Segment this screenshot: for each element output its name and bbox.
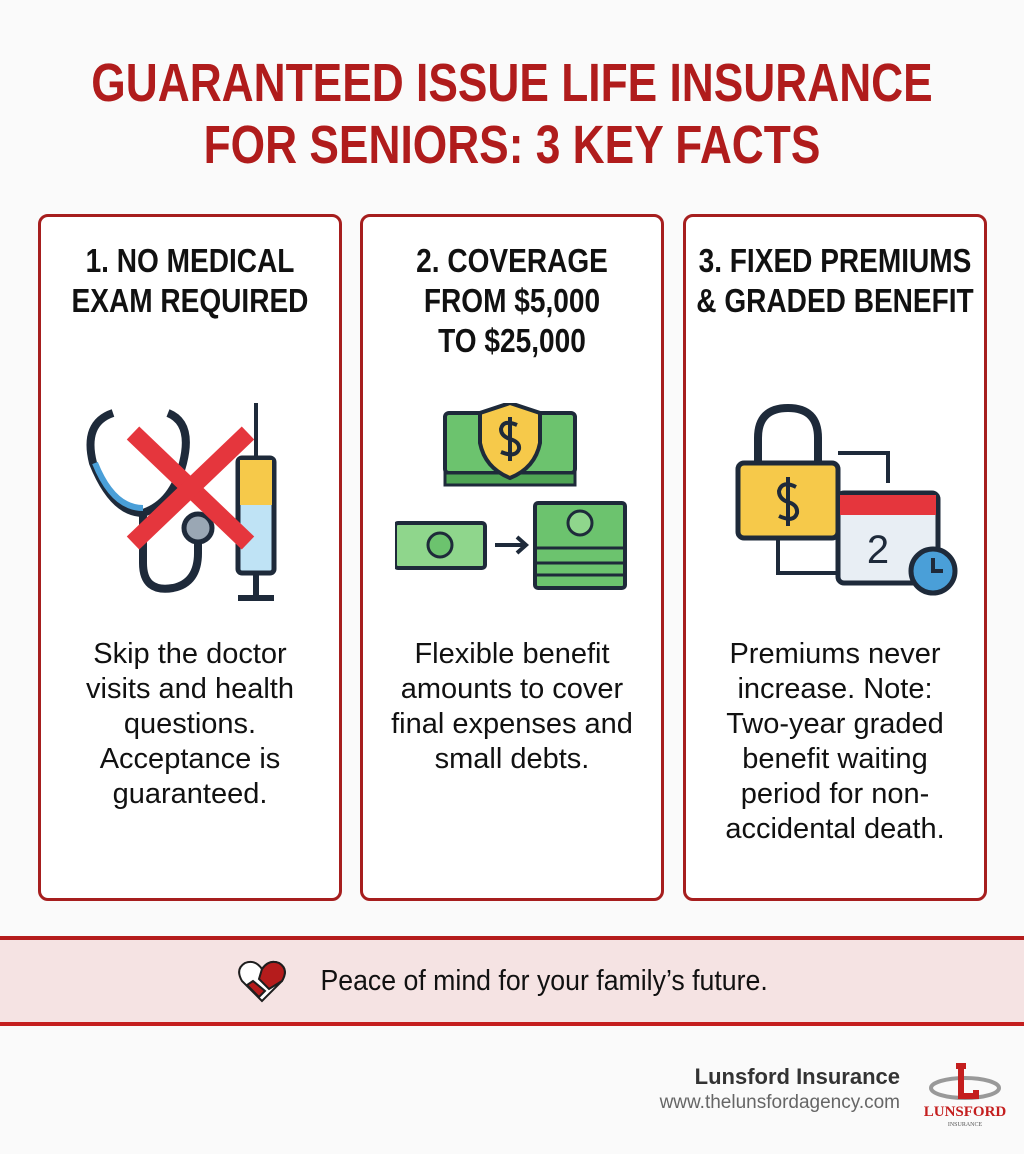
- heart-handshake-icon: [237, 959, 287, 1003]
- title-line-2: FOR SENIORS: 3 KEY FACTS: [203, 115, 821, 175]
- stethoscope-syringe-crossed-icon: [73, 403, 313, 603]
- tagline-text: Peace of mind for your family’s future.: [320, 964, 768, 997]
- title-line-1: GUARANTEED ISSUE LIFE INSURANCE: [91, 53, 933, 113]
- card-body: Skip the doctor visits and health questions. Acceptance is guaranteed.: [86, 638, 294, 810]
- card-heading: 3. FIXED PREMIUMS & GRADED BENEFIT: [696, 242, 974, 319]
- card-body: Flexible benefit amounts to cover final expenses and small debts.: [391, 638, 633, 775]
- calendar-number: 2: [866, 528, 890, 572]
- tagline-banner: [0, 936, 1024, 1026]
- card-heading: 1. NO MEDICAL EXAM REQUIRED: [71, 242, 309, 319]
- company-name: Lunsford Insurance: [694, 1064, 900, 1089]
- fact-card-3: [683, 214, 987, 901]
- lunsford-logo: [920, 1060, 1010, 1130]
- logo-subtext: INSURANCE: [947, 1122, 983, 1128]
- page-title: [0, 52, 1024, 176]
- padlock-calendar-icon: [718, 403, 958, 603]
- fact-card-1: [38, 214, 342, 901]
- money-stacks-shield-icon: [395, 403, 635, 603]
- fact-card-2: [360, 214, 664, 901]
- footer-contact: [660, 1064, 900, 1114]
- card-body: Premiums never increase. Note: Two-year graded benefit waiting period for non-accidental death.: [725, 638, 945, 845]
- card-heading: 2. COVERAGE FROM $5,000 TO $25,000: [416, 242, 608, 359]
- logo-text: LUNSFORD: [923, 1104, 1007, 1120]
- company-url[interactable]: www.thelunsfordagency.com: [659, 1092, 900, 1113]
